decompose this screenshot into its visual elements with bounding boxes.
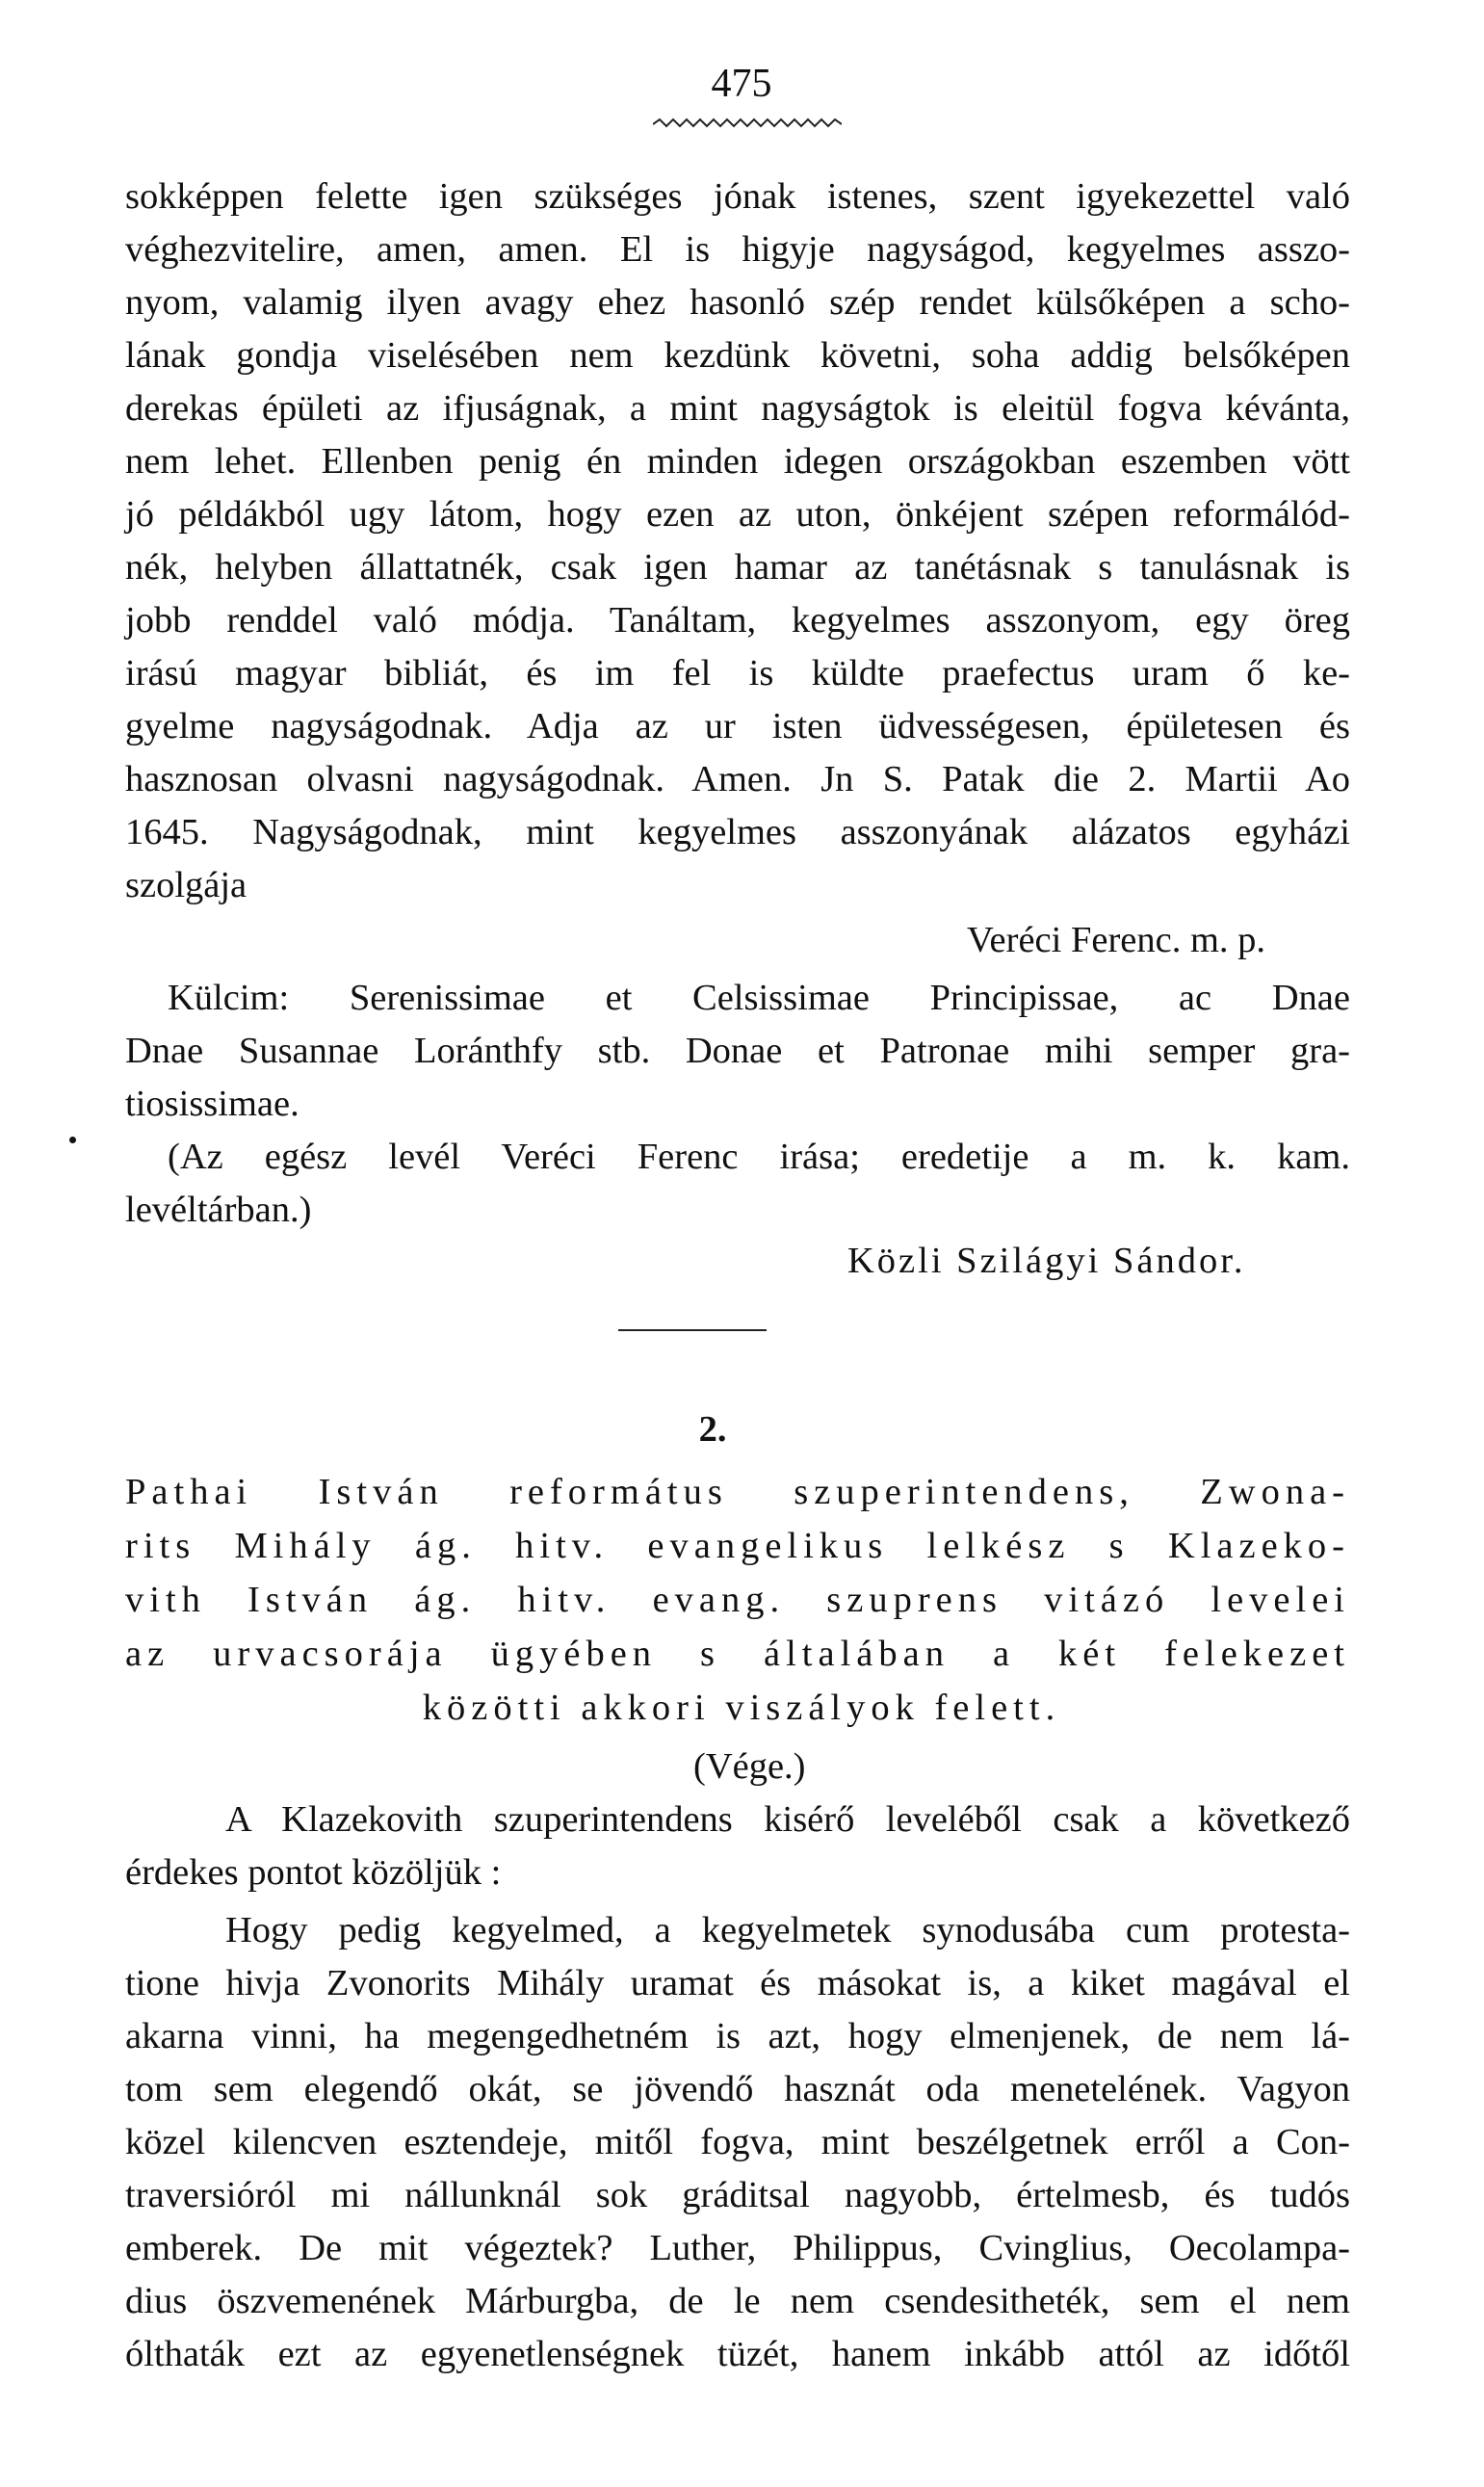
address-line: Dnae Susannae Loránthfy stb. Donae et Patronae mihi semper gra-: [125, 1031, 1350, 1071]
body-line: akarna vinni, ha megengedhetném is azt, hogy elmenjenek, de nem lá-: [125, 2016, 1350, 2056]
intro-line: A Klazekovith szuperintendens kisérő leveléből csak a következő: [225, 1799, 1350, 1840]
body-line: Hogy pedig kegyelmed, a kegyelmetek synodusába cum protesta-: [225, 1910, 1350, 1950]
body-line: ólthaták ezt az egyenetlenségnek tüzét, hanem inkább attól az időtől: [125, 2334, 1350, 2374]
body-line: tione hivja Zvonorits Mihály uramat és másokat is, a kiket magával el: [125, 1963, 1350, 2003]
note-line: levéltárban.): [125, 1190, 312, 1230]
section-heading-line: rits Mihály ág. hitv. evangelikus lelkész s Klazeko-: [125, 1526, 1350, 1566]
text-line: lának gondja viselésében nem kezdünk követni, soha addig belsőképen: [125, 335, 1350, 376]
letter-signature: Veréci Ferenc. m. p.: [967, 920, 1266, 960]
body-line: emberek. De mit végeztek? Luther, Philippus, Cvinglius, Oecolampa-: [125, 2228, 1350, 2268]
section-heading-line: vith István ág. hitv. evang. szuprens vitázó levelei: [125, 1580, 1350, 1620]
section-divider: [618, 1329, 767, 1331]
body-line: közel kilencven esztendeje, mitől fogva, mint beszélgetnek erről a Con-: [125, 2122, 1350, 2162]
text-line: nem lehet. Ellenben penig én minden idegen országokban eszemben vött: [125, 441, 1350, 482]
text-line: gyelme nagyságodnak. Adja az ur isten üdvességesen, épületesen és: [125, 706, 1350, 746]
body-line: dius öszvemenének Márburgba, de le nem csendesitheték, sem el nem: [125, 2281, 1350, 2321]
body-line: traversióról mi nállunknál sok gráditsal nagyobb, értelmesb, és tudós: [125, 2175, 1350, 2215]
section-heading-line: közötti akkori viszályok felett.: [422, 1688, 1061, 1728]
section-heading-line: Pathai István református szuperintendens, Zwona-: [125, 1472, 1350, 1512]
text-line: irású magyar bibliát, és im fel is küldte praefectus uram ő ke-: [125, 653, 1350, 694]
text-line: 1645. Nagyságodnak, mint kegyelmes asszonyának alázatos egyházi: [125, 812, 1350, 852]
page-number: 475: [711, 62, 772, 106]
address-line: Külcim: Serenissimae et Celsissimae Principissae, ac Dnae: [168, 978, 1350, 1018]
text-line: nék, helyben állattatnék, csak igen hamar az tanétásnak s tanulásnak is: [125, 547, 1350, 588]
text-line: véghezvitelire, amen, amen. El is higyje nagyságod, kegyelmes asszo-: [125, 229, 1350, 270]
note-line: (Az egész levél Veréci Ferenc irása; eredetije a m. k. kam.: [168, 1137, 1350, 1177]
text-line: sokképpen felette igen szükséges jónak istenes, szent igyekezettel való: [125, 176, 1350, 217]
text-line: hasznosan olvasni nagyságodnak. Amen. Jn S. Patak die 2. Martii Ao: [125, 759, 1350, 799]
stray-ink-dot: [69, 1137, 76, 1143]
page-number-wave-ornament: [653, 118, 842, 131]
continuation-marker: (Vége.): [693, 1746, 806, 1787]
text-line: jobb renddel való módja. Tanáltam, kegyelmes asszonyom, egy öreg: [125, 600, 1350, 641]
text-line: derekas épületi az ifjuságnak, a mint nagyságtok is eleitül fogva kévánta,: [125, 388, 1350, 429]
text-line: szolgája: [125, 865, 247, 905]
text-line: jó példákból ugy látom, hogy ezen az uton, önkéjent szépen reformálód-: [125, 494, 1350, 535]
section-number: 2.: [698, 1409, 727, 1450]
body-line: tom sem elegendő okát, se jövendő hasznát oda menetelének. Vagyon: [125, 2069, 1350, 2109]
section-heading-line: az urvacsorája ügyében s általában a két felekezet: [125, 1634, 1350, 1674]
intro-line: érdekes pontot közöljük :: [125, 1852, 502, 1893]
text-line: nyom, valamig ilyen avagy ehez hasonló szép rendet külsőképen a scho-: [125, 282, 1350, 323]
address-line: tiosissimae.: [125, 1084, 299, 1124]
communicated-by: Közli Szilágyi Sándor.: [847, 1241, 1246, 1281]
